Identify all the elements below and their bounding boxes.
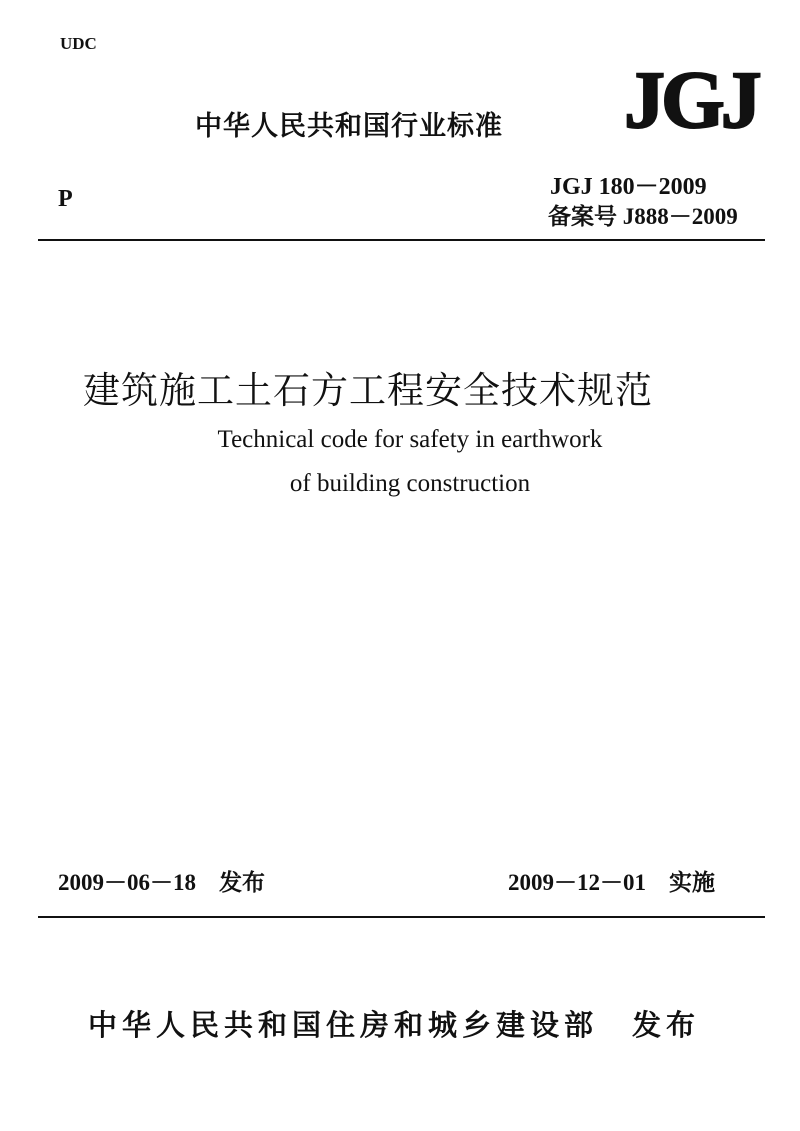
category-label: P [58, 186, 73, 212]
industry-standard-heading: 中华人民共和国行业标准 [195, 111, 503, 142]
top-divider [38, 239, 765, 241]
effective-date: 2009－12－01 实施 [508, 870, 715, 895]
filing-number: 备案号 J888－2009 [548, 204, 738, 229]
document-title: 建筑施工土石方工程安全技术规范 [83, 369, 653, 412]
standard-code: JGJ 180－2009 [550, 174, 707, 200]
udc-label: UDC [60, 34, 97, 53]
publish-date: 2009－06－18 发布 [58, 870, 265, 895]
logo-text: JGJ [624, 54, 758, 145]
jgj-logo [624, 54, 774, 145]
english-title-line-1: Technical code for safety in earthwork [217, 426, 603, 453]
issuing-authority: 中华人民共和国住房和城乡建设部 发布 [88, 1008, 701, 1042]
english-title-line-2: of building construction [289, 470, 531, 497]
bottom-divider [38, 916, 765, 918]
